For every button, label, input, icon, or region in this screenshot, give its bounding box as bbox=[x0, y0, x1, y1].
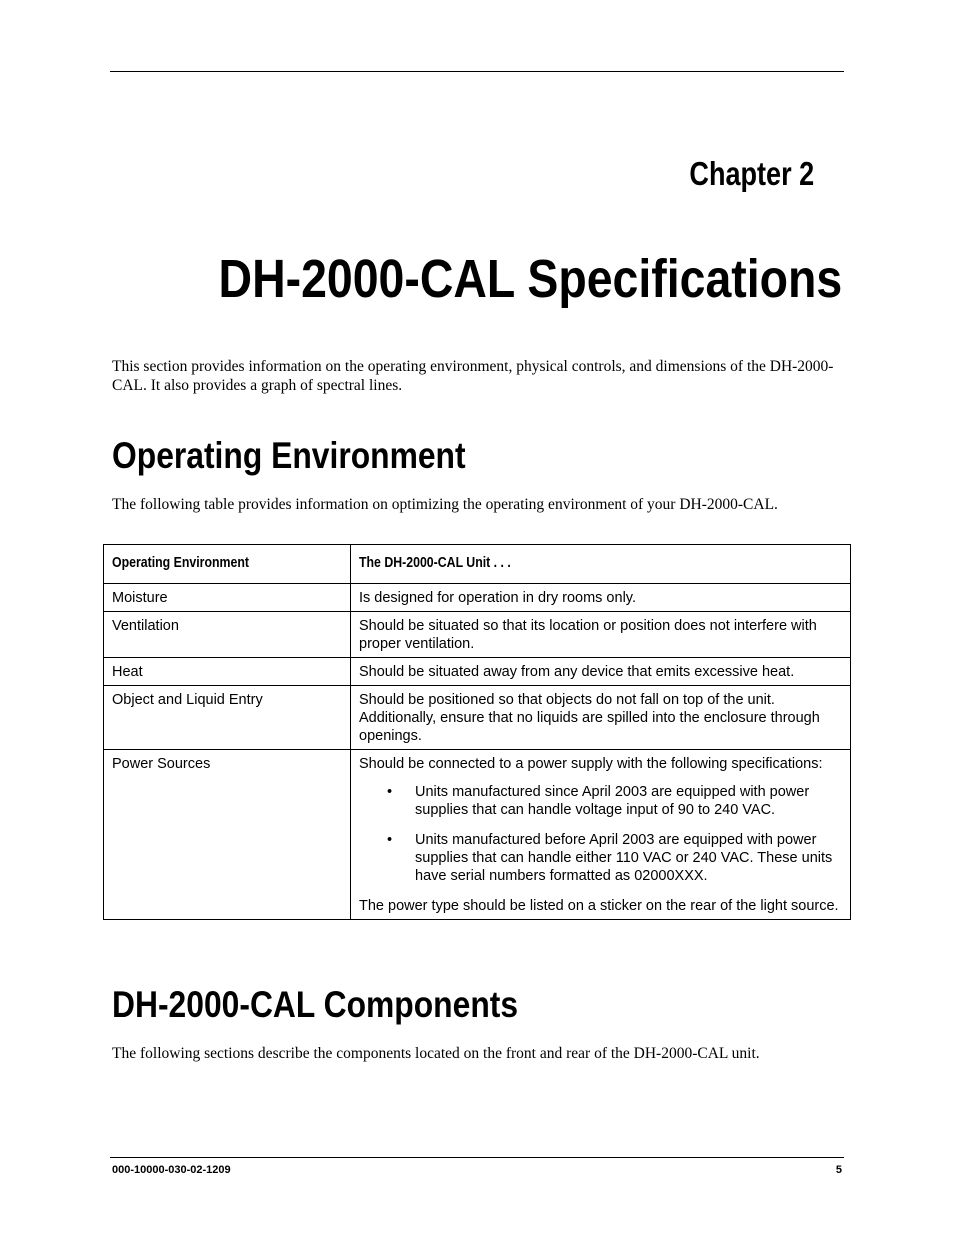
table-row bbox=[104, 612, 851, 658]
components-description: The following sections describe the components located on the front and rear of the DH-2000-CAL unit. bbox=[112, 1045, 760, 1062]
components-heading: DH-2000-CAL Components bbox=[112, 984, 519, 1025]
table-cell-condition: Moisture bbox=[104, 584, 351, 612]
table-cell-condition: Object and Liquid Entry bbox=[104, 686, 351, 750]
power-note: The power type should be listed on a sticker on the rear of the light source. bbox=[359, 898, 839, 914]
document-number: 000-10000-030-02-1209 bbox=[112, 1164, 231, 1176]
footer-rule bbox=[110, 1157, 844, 1158]
chapter-label: Chapter 2 bbox=[689, 155, 814, 192]
bullet-icon: • bbox=[387, 832, 393, 848]
table-cell-requirement: Should be positioned so that objects do not fall on top of the unit. Additionally, ensure that no liquids are spilled into the enclosure through openings. bbox=[351, 686, 851, 750]
operating-environment-heading: Operating Environment bbox=[112, 435, 466, 476]
table-cell-requirement: Should be situated so that its location or position does not interfere with proper ventilation. bbox=[351, 612, 851, 658]
operating-environment-table bbox=[103, 544, 851, 920]
list-item-text: Units manufactured before April 2003 are equipped with power supplies that can handle either 110 VAC or 240 VAC. These units have serial numbers formatted as 02000XXX. bbox=[415, 832, 833, 884]
table-row bbox=[104, 686, 851, 750]
intro-paragraph: This section provides information on the operating environment, physical controls, and dimensions of the DH-2000-CAL. It also provides a graph of spectral lines. bbox=[112, 358, 834, 394]
table-header-row bbox=[104, 545, 851, 584]
list-item-text: Units manufactured since April 2003 are equipped with power supplies that can handle voltage input of 90 to 240 VAC. bbox=[415, 784, 810, 818]
table-row bbox=[104, 658, 851, 686]
header-rule bbox=[110, 71, 844, 72]
page-number: 5 bbox=[835, 1164, 842, 1176]
table-cell-requirement bbox=[351, 750, 851, 920]
table-header-cell: The DH-2000-CAL Unit . . . bbox=[351, 545, 851, 584]
chapter-title: DH-2000-CAL Specifications bbox=[218, 249, 842, 309]
table-cell-requirement: Should be situated away from any device that emits excessive heat. bbox=[351, 658, 851, 686]
table-cell-requirement: Is designed for operation in dry rooms only. bbox=[351, 584, 851, 612]
list-item bbox=[359, 783, 842, 819]
list-item bbox=[359, 831, 842, 885]
table-row bbox=[104, 584, 851, 612]
table-cell-condition: Heat bbox=[104, 658, 351, 686]
bullet-icon: • bbox=[387, 784, 393, 800]
power-intro: Should be connected to a power supply with the following specifications: bbox=[359, 756, 823, 772]
operating-environment-description: The following table provides information on optimizing the operating environment of your DH-2000-CAL. bbox=[112, 496, 778, 513]
power-bullet-list bbox=[359, 783, 842, 885]
table-header-cell: Operating Environment bbox=[104, 545, 351, 584]
table-cell-condition: Power Sources bbox=[104, 750, 351, 920]
table-row-power bbox=[104, 750, 851, 920]
table-cell-condition: Ventilation bbox=[104, 612, 351, 658]
